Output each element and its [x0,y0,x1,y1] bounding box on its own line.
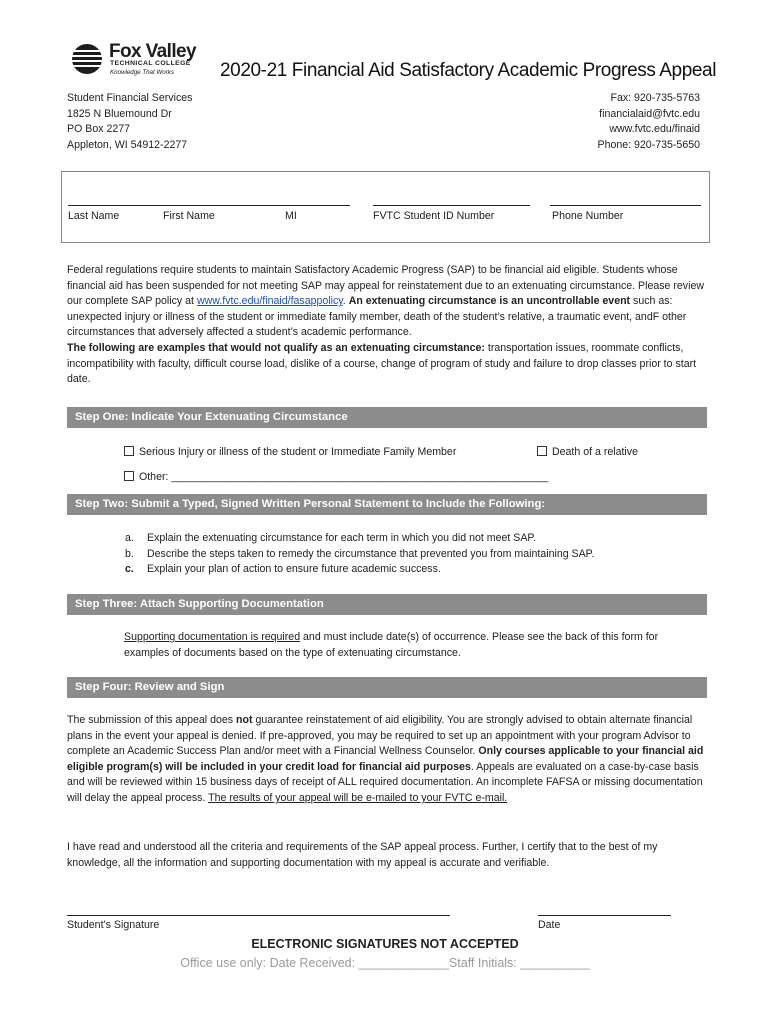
step-four-heading: Step Four: Review and Sign [67,677,707,698]
student-id-label: FVTC Student ID Number [373,210,495,222]
contact-info [598,91,701,153]
student-signature-label: Student’s Signature [67,919,160,931]
page-title: 2020-21 Financial Aid Satisfactory Academic Progress Appeal [220,60,717,81]
student-info-box [61,171,710,243]
logo-subtitle: TECHNICAL COLLEGE [110,60,191,67]
date-line[interactable] [538,915,671,916]
checkbox-other[interactable] [124,471,134,481]
option-other[interactable]: Other: ________________________________________________________________ [124,470,548,486]
list-item: c. Explain your plan of action to ensure future academic success. [125,563,441,576]
option-death-of-relative[interactable]: Death of a relative [537,445,638,461]
email[interactable]: financialaid@fvtc.edu [599,107,700,120]
phone: Phone: 920-735-5650 [597,138,700,151]
supporting-docs-text: Supporting documentation is required and must include date(s) of occurrence. Please see the back of this form for examples of documents based on the type of extenuating circumstance. [124,631,659,659]
address-line: PO Box 2277 [67,123,131,136]
step-one-heading: Step One: Indicate Your Extenuating Circumstance [67,407,707,428]
last-name-label: Last Name [68,210,120,222]
logo-name: Fox Valley [109,41,196,62]
mi-label: MI [285,210,297,222]
statement-requirements-list [125,531,594,578]
student-id-field-line[interactable] [373,205,530,206]
website[interactable]: www.fvtc.edu/finaid [609,123,700,136]
fax: Fax: 920-735-5763 [610,92,700,104]
step-three-heading: Step Three: Attach Supporting Documentation [67,594,707,615]
certification-paragraph: I have read and understood all the criteria and requirements of the SAP appeal process. Further, I certify that to the best of my knowledge, all the information and supporting documentation with my appeal is accurate and verifiable. [67,841,658,869]
address-line: Student Financial Services [67,92,193,104]
intro-paragraph: Federal regulations require students to maintain Satisfactory Academic Progress (SAP) to be financial aid eligible. Students whose financial aid has been suspended for not meeting SAP may appeal for reinstatement due to an extenuating circumstance. Please review our complete SAP policy at www.fvtc.edu/finaid/fasappolicy. An extenuating circumstance is an uncontrollable event such as: unexpected injury or illness of the student or immediate family member, death of the student’s relative, a traumatic event, andF other circumstances that adversely affected a student’s academic performance. The following are examples that would not qualify as an extenuating circumstance: transportation issues, roommate conflicts, incompatibility with faculty, difficult course load, dislike of a course, change of program of study and failure to drop classes prior to start date. [67,264,704,386]
sap-policy-link[interactable]: www.fvtc.edu/finaid/fasappolicy [196,295,343,308]
list-item: a. Explain the extenuating circumstance for each term in which you did not meet SAP. [125,532,537,544]
checkbox-death-of-relative[interactable] [537,446,547,456]
electronic-signature-notice: ELECTRONIC SIGNATURES NOT ACCEPTED [251,937,519,951]
list-item: b. Describe the steps taken to remedy the circumstance that prevented you from maintaining SAP. [125,547,595,560]
review-paragraph: The submission of this appeal does not guarantee reinstatement of aid eligibility. You are strongly advised to obtain alternate financial plans in the event your appeal is denied. If pre-approved, you may be required to set up an appointment with your program Advisor to complete an Academic Success Plan and/or meet with a Financial Wellness Counselor. Only courses applicable to your financial aid eligible program(s) will be included in your credit load for financial aid purposes. Appeals are evaluated on a case-by-case basis and will be reviewed within 15 business days of receipt of ALL required documentation. An incomplete FAFSA or missing documentation will delay the appeal process. The results of your appeal will be e-mailed to your FVTC e-mail. [67,714,704,804]
date-label: Date [538,919,561,931]
first-name-label: First Name [163,210,215,222]
step-two-heading: Step Two: Submit a Typed, Signed Written Personal Statement to Include the Following: [67,494,707,515]
checkbox-serious-injury[interactable] [124,446,134,456]
address-line: 1825 N Bluemound Dr [67,107,172,120]
option-serious-injury[interactable]: Serious Injury or illness of the student or Immediate Family Member [124,445,456,461]
phone-number-label: Phone Number [552,210,624,222]
student-signature-line[interactable] [67,915,450,916]
address-line: Appleton, WI 54912-2277 [67,138,188,151]
phone-field-line[interactable] [550,205,701,206]
logo-tagline: Knowledge That Works [110,69,174,76]
office-use-line: Office use only: Date Received: _____________Staff Initials: __________ [180,956,590,970]
office-address [67,91,192,153]
name-field-line[interactable] [68,205,350,206]
